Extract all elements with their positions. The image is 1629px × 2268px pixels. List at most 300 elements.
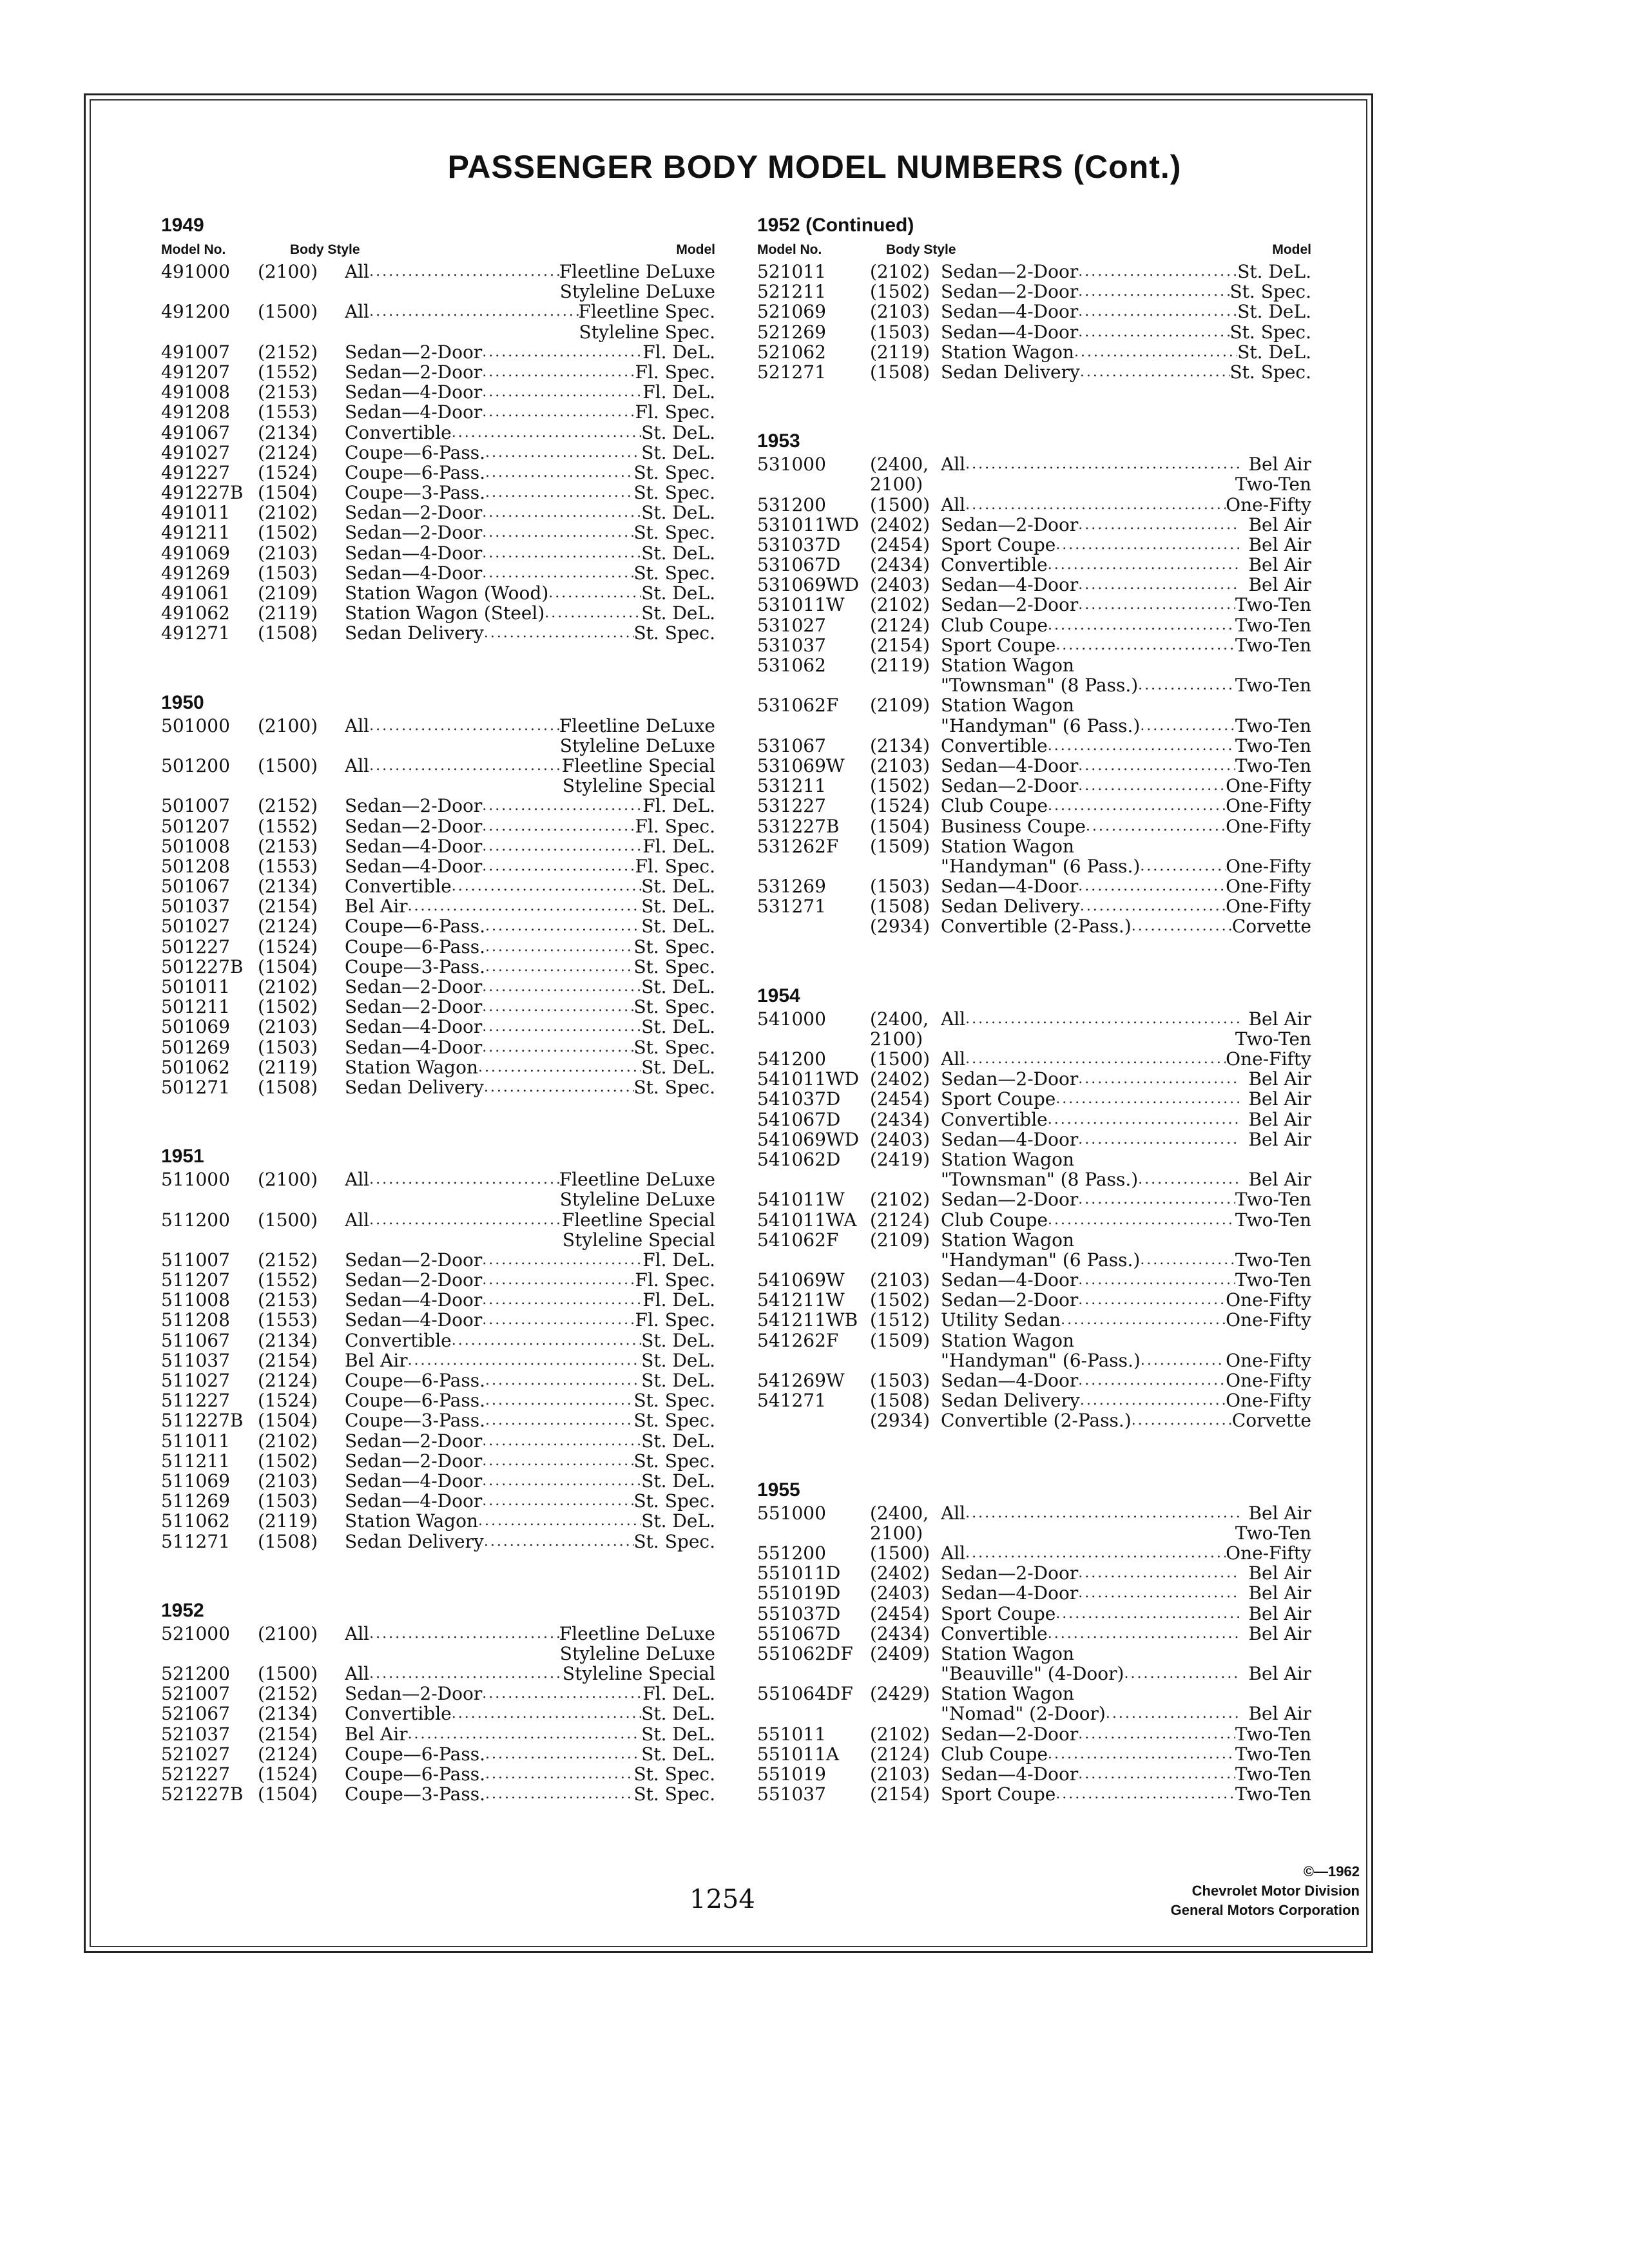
table-row	[161, 362, 715, 382]
model-name: One-Fifty	[1226, 795, 1311, 817]
body-style-cell	[941, 856, 1226, 876]
model-number: 551064DF	[757, 1683, 853, 1705]
leader-dots	[1048, 796, 1226, 816]
body-style: All	[941, 494, 966, 515]
body-style-cell	[345, 1451, 634, 1471]
year-heading: 1949	[161, 215, 204, 236]
body-code: (2934)	[870, 1410, 930, 1432]
body-style-cell	[941, 756, 1235, 776]
body-code: (1500)	[258, 301, 318, 323]
model-name	[1240, 655, 1311, 675]
body-code: (1500)	[258, 1663, 318, 1685]
body-style: Coupe—6-Pass.	[345, 1744, 485, 1764]
body-style-cell	[345, 1744, 641, 1764]
body-style-cell	[345, 997, 634, 1017]
leader-dots	[1048, 1624, 1240, 1644]
model-name: Bel Air	[1248, 533, 1311, 555]
leader-dots	[1078, 1189, 1235, 1209]
model-name: Fl. Spec.	[635, 401, 715, 423]
table-row	[161, 1250, 715, 1270]
model-name: Bel Air	[1248, 1169, 1311, 1191]
leader-dots	[965, 1503, 1240, 1523]
body-style-cell	[941, 1009, 1240, 1029]
table-row	[757, 1684, 1311, 1704]
model-number: 541200	[757, 1048, 826, 1070]
table-row	[757, 695, 1311, 715]
model-number: 531027	[757, 614, 826, 636]
table-row	[161, 1431, 715, 1451]
model-name: St. DeL.	[641, 542, 715, 564]
body-code: (1500)	[258, 754, 318, 776]
leader-dots	[965, 1543, 1226, 1563]
leader-dots	[1078, 876, 1226, 896]
body-style: Business Coupe	[941, 816, 1086, 836]
table-row	[757, 1331, 1311, 1350]
model-name: One-Fifty	[1226, 494, 1311, 515]
model-number	[161, 1230, 258, 1250]
leader-dots	[482, 796, 642, 816]
model-number: 531011WD	[757, 514, 860, 535]
model-name: Styleline Special	[562, 775, 715, 797]
model-number: 551019D	[757, 1582, 841, 1604]
body-style: Sedan—4-Door	[941, 1764, 1079, 1785]
body-style-cell	[345, 756, 562, 776]
model-number: 541211WB	[757, 1309, 858, 1331]
model-name: St. Spec.	[1229, 281, 1311, 303]
model-number: 531011W	[757, 594, 845, 616]
body-style-cell	[345, 776, 563, 796]
model-name: Fleetline DeLuxe	[559, 261, 715, 282]
model-name: Two-Ten	[1235, 1209, 1311, 1231]
model-number: 541000	[757, 1008, 826, 1030]
body-style: Station Wagon	[941, 1684, 1074, 1704]
model-number: 521027	[161, 1743, 230, 1765]
body-style: "Handyman" (6 Pass.)	[941, 1249, 1141, 1271]
body-style: Sedan—4-Door	[345, 382, 483, 403]
body-style-cell	[345, 1491, 634, 1511]
model-number: 531037	[757, 634, 826, 656]
model-name: One-Fifty	[1226, 896, 1311, 918]
model-name: Two-Ten	[1235, 614, 1311, 636]
model-name: One-Fifty	[1226, 1390, 1311, 1412]
leader-dots	[1132, 916, 1232, 936]
body-style: Sedan Delivery	[345, 1077, 484, 1098]
page-number: 1254	[689, 1885, 755, 1914]
body-code: (2103)	[258, 542, 318, 564]
model-name: Fl. DeL.	[642, 1683, 715, 1705]
model-number: 491227B	[161, 482, 244, 504]
body-style-cell	[941, 876, 1226, 896]
body-code: (2102)	[870, 1723, 930, 1745]
body-code: (1524)	[258, 461, 318, 483]
body-style-cell	[345, 1230, 563, 1250]
header-model-no: Model No.	[161, 242, 226, 257]
table-row	[757, 756, 1311, 776]
table-row	[757, 1624, 1311, 1644]
model-name: St. DeL.	[641, 1430, 715, 1452]
body-code: (2154)	[870, 634, 930, 656]
model-number: 511200	[161, 1209, 230, 1231]
table-row	[161, 603, 715, 623]
model-number: 531037D	[757, 533, 841, 555]
leader-dots	[482, 543, 641, 563]
table-row	[161, 1451, 715, 1471]
body-code: (2134)	[870, 735, 930, 756]
table-row	[757, 1704, 1311, 1724]
leader-dots	[485, 463, 634, 483]
body-style-cell	[941, 474, 1235, 494]
body-code	[258, 736, 345, 756]
leader-dots	[482, 503, 641, 523]
model-name: Fl. DeL.	[642, 795, 715, 817]
table-row	[757, 282, 1311, 302]
body-style-cell	[345, 523, 634, 543]
body-style: All	[941, 454, 966, 475]
body-style: Bel Air	[345, 1350, 408, 1370]
body-code: (1503)	[258, 562, 318, 584]
body-style: Sedan—2-Door	[941, 262, 1079, 282]
model-name: Styleline Special	[562, 1229, 715, 1251]
model-number	[757, 1350, 870, 1370]
model-number: 541062F	[757, 1229, 839, 1251]
body-style-cell	[941, 555, 1240, 575]
model-number: 541271	[757, 1390, 826, 1412]
body-style: Convertible	[345, 422, 452, 443]
body-code: (2134)	[258, 421, 318, 443]
model-number: 511011	[161, 1430, 230, 1452]
table-row	[757, 675, 1311, 695]
body-style: Coupe—6-Pass.	[345, 916, 485, 937]
table-row	[757, 1129, 1311, 1149]
model-name: One-Fifty	[1226, 1542, 1311, 1564]
body-style: Sedan—4-Door	[941, 755, 1079, 776]
table-row	[757, 836, 1311, 856]
model-name: Fl. Spec.	[635, 1309, 715, 1331]
body-style: Station Wagon	[941, 655, 1074, 676]
body-style: "Townsman" (8 Pass.)	[941, 675, 1139, 696]
year-heading: 1955	[757, 1479, 800, 1501]
body-style: Sedan—2-Door	[345, 503, 483, 523]
body-style-cell	[345, 836, 642, 856]
table-row	[161, 1370, 715, 1390]
body-style-cell	[941, 595, 1235, 615]
model-name: Bel Air	[1248, 1068, 1311, 1090]
copyright-block	[1115, 1862, 1360, 1920]
body-code: (1524)	[258, 936, 318, 957]
body-style: Sedan—2-Door	[941, 1290, 1079, 1311]
leader-dots	[484, 1077, 634, 1097]
table-row	[757, 896, 1311, 916]
body-code: (1504)	[258, 1783, 318, 1805]
model-name: St. DeL.	[1237, 261, 1311, 282]
body-code: (2102)	[258, 976, 318, 997]
body-code: (2402)	[870, 1068, 930, 1090]
body-style: Utility Sedan	[941, 1310, 1061, 1331]
table-row	[161, 1471, 715, 1491]
body-style: Convertible	[941, 555, 1048, 575]
leader-dots	[1055, 1604, 1240, 1624]
body-style-cell	[941, 1069, 1240, 1089]
model-name: Bel Air	[1248, 554, 1311, 576]
body-style: All	[345, 1623, 370, 1644]
model-number	[161, 322, 258, 342]
model-number: 501011	[161, 976, 230, 997]
table-row	[757, 362, 1311, 382]
body-code: (2409)	[870, 1642, 930, 1664]
leader-dots	[485, 443, 641, 463]
model-name: Bel Air	[1248, 454, 1311, 476]
body-style: Sedan—2-Door	[941, 595, 1079, 615]
table-row	[757, 716, 1311, 736]
leader-dots	[1078, 1764, 1235, 1784]
body-style: Sedan—2-Door	[941, 282, 1079, 302]
model-name: One-Fifty	[1226, 876, 1311, 898]
body-style-cell	[345, 957, 634, 977]
leader-dots	[1132, 1410, 1232, 1430]
body-style: Sedan—4-Door	[941, 876, 1079, 897]
model-number: 501069	[161, 1016, 230, 1038]
table-row	[161, 776, 715, 796]
leader-dots	[1080, 896, 1226, 916]
body-style: Sedan—2-Door	[941, 514, 1079, 535]
model-number: 511037	[161, 1349, 230, 1371]
model-name: Two-Ten	[1235, 594, 1311, 616]
model-name: Styleline DeLuxe	[559, 1189, 715, 1211]
model-name: St. DeL.	[641, 876, 715, 898]
body-code	[258, 1189, 345, 1209]
model-number: 491061	[161, 582, 230, 604]
body-style: Sedan—4-Door	[345, 402, 483, 423]
body-code: (2154)	[258, 896, 318, 918]
leader-dots	[482, 856, 635, 876]
body-style: Sedan—2-Door	[345, 1430, 483, 1451]
table-row	[757, 1169, 1311, 1189]
body-style-cell	[941, 1129, 1240, 1149]
body-style-cell	[345, 1310, 635, 1330]
leader-dots	[1078, 1270, 1235, 1290]
year-section	[757, 983, 1311, 1431]
model-name: Corvette	[1231, 1410, 1311, 1432]
body-style-cell	[345, 1704, 641, 1724]
body-style: All	[345, 755, 370, 776]
model-number: 541262F	[757, 1329, 839, 1351]
leader-dots	[482, 1471, 641, 1491]
model-number: 511008	[161, 1289, 230, 1311]
leader-dots	[482, 1250, 642, 1270]
body-style-cell	[941, 575, 1240, 595]
body-style-cell	[941, 1270, 1235, 1290]
body-style: "Beauville" (4-Door)	[941, 1664, 1124, 1684]
body-style-cell	[345, 583, 641, 603]
table-row	[161, 282, 715, 302]
table-row	[161, 716, 715, 736]
model-number	[757, 675, 870, 695]
body-style-cell	[941, 1290, 1226, 1310]
table-row	[757, 1029, 1311, 1049]
model-name: St. Spec.	[633, 1783, 715, 1805]
year-heading: 1954	[757, 985, 800, 1006]
model-number	[757, 856, 870, 876]
body-style: Bel Air	[345, 1724, 408, 1744]
body-style: Sedan—2-Door	[345, 341, 483, 362]
leader-dots	[482, 1037, 633, 1057]
body-style-cell	[941, 1684, 1240, 1704]
body-code: (2434)	[870, 1108, 930, 1130]
model-name: St. DeL.	[641, 1470, 715, 1492]
body-code: (2103)	[870, 1763, 930, 1785]
model-number: 501211	[161, 996, 230, 1018]
table-row	[757, 495, 1311, 515]
body-style: Sedan—2-Door	[941, 1069, 1079, 1090]
model-number: 551011	[757, 1723, 826, 1745]
header-model-no: Model No.	[757, 242, 822, 257]
model-name: Bel Air	[1248, 1622, 1311, 1644]
body-style-cell	[941, 1310, 1226, 1330]
body-style-cell	[941, 1410, 1232, 1430]
body-code: (2109)	[870, 695, 930, 716]
body-style-cell	[345, 736, 560, 756]
leader-dots	[485, 916, 641, 936]
table-row	[161, 977, 715, 997]
table-row	[161, 382, 715, 402]
body-style: Sedan—4-Door	[941, 1270, 1079, 1291]
header-body-style: Body Style	[290, 242, 360, 257]
year-section	[161, 213, 715, 644]
table-row	[161, 302, 715, 322]
leader-dots	[485, 1390, 634, 1410]
body-style-cell	[345, 443, 641, 463]
body-code: (2134)	[258, 1703, 318, 1725]
body-style-cell	[941, 1331, 1240, 1350]
body-code: (2153)	[258, 835, 318, 857]
model-name: Fl. Spec.	[635, 361, 715, 383]
body-code: (1524)	[258, 1763, 318, 1785]
body-style: Sport Coupe	[941, 1603, 1056, 1624]
model-number: 501269	[161, 1036, 230, 1058]
body-style: "Handyman" (6 Pass.)	[941, 715, 1141, 736]
body-code: (1503)	[258, 1490, 318, 1512]
model-name: St. DeL.	[641, 441, 715, 463]
body-code	[870, 1350, 941, 1370]
body-style: Convertible	[941, 1109, 1048, 1129]
body-style-cell	[345, 1290, 642, 1310]
model-number: 521007	[161, 1683, 230, 1705]
table-row	[161, 896, 715, 916]
model-name: St. DeL.	[1237, 301, 1311, 323]
leader-dots	[482, 1270, 635, 1290]
model-name: Two-Ten	[1235, 1763, 1311, 1785]
body-style-cell	[941, 836, 1240, 856]
model-number: 491211	[161, 522, 230, 544]
table-row	[757, 1250, 1311, 1270]
body-style: All	[345, 1209, 370, 1230]
body-style-cell	[941, 816, 1226, 836]
year-heading: 1950	[161, 691, 204, 713]
model-name: Styleline DeLuxe	[559, 1642, 715, 1664]
body-style: All	[345, 262, 370, 282]
model-name: One-Fifty	[1226, 775, 1311, 797]
body-code: (1508)	[870, 1390, 930, 1412]
body-code: (1502)	[258, 996, 318, 1018]
body-code: (2400,	[870, 1502, 929, 1524]
page-title: PASSENGER BODY MODEL NUMBERS (Cont.)	[447, 149, 1182, 185]
body-style: Sedan—4-Door	[345, 836, 483, 856]
model-name	[1240, 1331, 1311, 1350]
model-number: 491269	[161, 562, 230, 584]
model-number	[757, 1410, 870, 1430]
leader-dots	[485, 1410, 634, 1430]
model-name: Fleetline DeLuxe	[559, 1622, 715, 1644]
model-name: St. Spec.	[633, 1530, 715, 1552]
left-column	[161, 213, 715, 1850]
model-name: One-Fifty	[1226, 815, 1311, 837]
body-style-cell	[345, 1684, 642, 1704]
body-style-cell	[941, 1049, 1226, 1069]
model-number: 501227	[161, 936, 230, 957]
year-heading: 1953	[757, 430, 800, 452]
body-code: 2100)	[870, 1522, 923, 1544]
table-row	[757, 816, 1311, 836]
table-row	[161, 523, 715, 543]
body-code: (2103)	[870, 1269, 930, 1291]
body-style: Coupe—6-Pass.	[345, 1370, 485, 1391]
model-name: Fl. Spec.	[635, 815, 715, 837]
leader-dots	[1078, 1129, 1240, 1149]
table-row	[757, 575, 1311, 595]
leader-dots	[485, 1370, 641, 1390]
leader-dots	[1078, 302, 1237, 322]
body-style-cell	[345, 382, 642, 402]
body-style: All	[345, 302, 370, 322]
model-number: 541269W	[757, 1370, 845, 1391]
division-line: Chevrolet Motor Division	[1191, 1883, 1360, 1899]
body-code: (1524)	[870, 795, 930, 817]
table-row	[161, 1077, 715, 1097]
leader-dots	[1061, 1310, 1226, 1330]
body-code: (2152)	[258, 1249, 318, 1271]
model-name: Fl. DeL.	[642, 1289, 715, 1311]
model-number: 491227	[161, 461, 230, 483]
model-name: One-Fifty	[1226, 1370, 1311, 1391]
body-code: (1553)	[258, 855, 318, 877]
body-code: (2400,	[870, 454, 929, 476]
model-name: Fleetline DeLuxe	[559, 715, 715, 736]
model-number: 531067	[757, 735, 826, 756]
model-number: 511027	[161, 1370, 230, 1391]
body-code: (2152)	[258, 795, 318, 817]
leader-dots	[1078, 776, 1226, 796]
table-row	[757, 1290, 1311, 1310]
body-style-cell	[345, 262, 559, 282]
table-row	[757, 736, 1311, 756]
body-style-cell	[345, 282, 560, 302]
body-style-cell	[345, 856, 635, 876]
table-row	[757, 916, 1311, 936]
body-code: (1503)	[870, 1370, 930, 1391]
model-number: 541069WD	[757, 1128, 860, 1150]
body-code: (1524)	[258, 1390, 318, 1412]
body-code: (1502)	[870, 775, 930, 797]
leader-dots	[1078, 575, 1240, 595]
body-style-cell	[345, 916, 641, 936]
body-code: (2119)	[258, 1056, 318, 1078]
leader-dots	[482, 563, 633, 583]
body-style-cell	[345, 1037, 634, 1057]
body-style-cell	[941, 342, 1237, 362]
body-code: (1503)	[258, 1036, 318, 1058]
model-name: Styleline DeLuxe	[559, 735, 715, 756]
body-style: Club Coupe	[941, 1209, 1048, 1230]
